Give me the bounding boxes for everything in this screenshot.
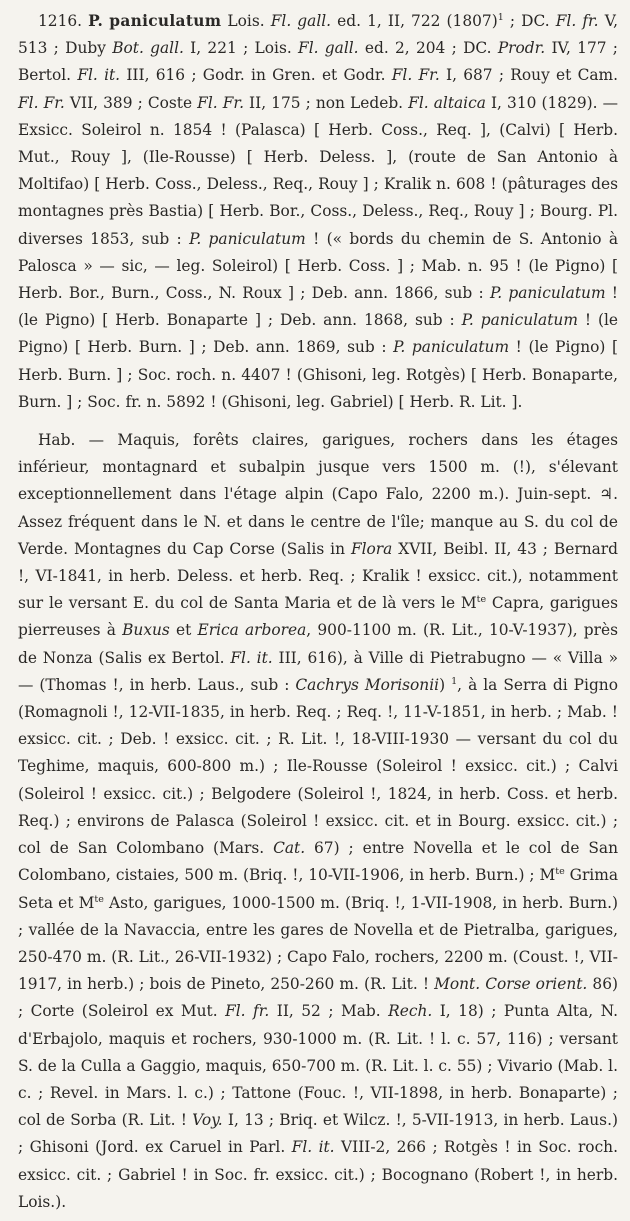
text-run: Hab. — Maquis, forêts claires, garigues, rochers dans les étages inférieur, montagnard et subalpin jusque vers 1500 m. (!), s'élevant exceptionnellement dans l'étage alpin (Capo Falo, 2200 m.). Juin-sept. ♃. Assez fréquent dans le N. et dans le centre de l'île; manque au S. du col de Verde. Montagnes du Cap Corse (Salis in: [18, 431, 618, 558]
text-run: , 900-1100 m. (R. Lit., 10-V-1937), près de Nonza (Salis ex Bertol.: [18, 621, 619, 667]
text-run: I, 13 ; Briq. et Wilcz. !, 5-VII-1913, in herb. Laus.) ; Ghisoni (Jord. ex Caruel in Parl.: [18, 1111, 618, 1157]
italic-reference: Fl. gall.: [270, 12, 332, 30]
italic-reference: Bot. gall.: [112, 39, 184, 58]
text-run: ! (le Pigno) [ Herb. Burn. ] ; Deb. ann. 1869, sub :: [18, 311, 619, 357]
italic-reference: Fl. fr.: [225, 1002, 270, 1021]
footnote-marker: 1: [497, 11, 504, 23]
text-run: Lois.: [221, 12, 271, 30]
italic-reference: P. paniculatum: [461, 311, 578, 330]
italic-reference: Fl. it.: [77, 66, 121, 85]
italic-reference: Fl. altaica: [408, 93, 486, 112]
text-run: Capra, garigues pierreuses à: [18, 594, 619, 640]
italic-reference: Fl. it.: [230, 648, 273, 667]
text-run: I, 221 ; Lois.: [183, 39, 299, 58]
text-run: II, 52 ; Mab.: [269, 1002, 389, 1021]
italic-reference: Fl. fr.: [555, 12, 599, 30]
text-run: VII, 389 ; Coste: [64, 93, 198, 112]
italic-reference: Fl. Fr.: [391, 66, 440, 85]
text-run: ! (le Pigno) [ Herb. Bonaparte ] ; Deb. ann. 1868, sub :: [18, 284, 618, 330]
italic-reference: Flora: [350, 539, 393, 558]
italic-reference: Cat.: [273, 839, 306, 858]
italic-reference: Voy.: [192, 1111, 223, 1130]
text-run: IV, 177 ; Bertol.: [18, 39, 618, 85]
text-run: 67) ; entre Novella et le col de San Colombano, cistaies, 500 m. (Briq. !, 10-VII-1906, in herb. Burn.) ; M: [18, 839, 618, 885]
text-run: Asto, garigues, 1000-1500 m. (Briq. !, 1-VII-1908, in herb. Burn.) ; vallée de la Navaccia, entre les gares de Novella et de Pietralba, garigues, 250-470 m. (R. Lit., 26-VII-1932) ; Capo Falo, rochers, 2200 m. (Coust. !, VII-1917, in herb.) ; bois de Pineto, 250-260 m. (R. Lit. !: [18, 893, 618, 994]
italic-reference: Cachrys Morisonii: [295, 675, 440, 694]
text-run: ! (le Pigno) [ Herb. Burn. ] ; Soc. roch. n. 4407 ! (Ghisoni, leg. Rotgès) [ Herb. Bonaparte, Burn. ] ; Soc. fr. n. 5892 ! (Ghisoni, leg. Gabriel) [ Herb. R. Lit. ].: [18, 338, 619, 411]
text-run: III, 616 ; Godr. in Gren. et Godr.: [120, 66, 392, 85]
text-run: ): [439, 675, 452, 694]
text-run: I, 310 (1829). — Exsicc. Soleirol n. 1854 ! (Palasca) [ Herb. Coss., Req. ], (Calvi) [ Herb. Mut., Rouy ], (Ile-Rousse) [ Herb. Deless. ], (route de San Antonio à Moltifao) [ Herb. Coss., Deless., Req., Rouy ] ; Kralik n. 608 ! (pâturages des montagnes près Bastia) [ Herb. Bor., Coss., Deless., Req., Rouy ] ; Bourg. Pl. diverses 1853, sub :: [18, 93, 619, 248]
italic-reference: Fl. it.: [291, 1138, 335, 1157]
genus-abbreviation: P.: [88, 12, 104, 30]
text-run: III, 616), à Ville di Pietrabugno — « Villa » — (Thomas !, in herb. Laus., sub :: [18, 648, 618, 694]
text-run: I, 18) ; Punta Alta, N. d'Erbajolo, maquis et rochers, 930-1000 m. (R. Lit. ! l. c. 57, 116) ; versant S. de la Culla a Gaggio, maquis, 650-700 m. (R. Lit. l. c. 55) ; Vivario (Mab. l. c. ; Revel. in Mars. l. c.) ; Tattone (Fouc. !, VII-1898, in herb. Bonaparte) ; col de Sorba (R. Lit. !: [18, 1002, 619, 1130]
text-run: V, 513 ; Duby: [18, 12, 619, 58]
footnote-marker: 1: [451, 675, 458, 687]
italic-reference: Fl. gall.: [298, 39, 359, 58]
text-run: XVII, Beibl. II, 43 ; Bernard !, VI-1841, in herb. Deless. et herb. Req. ; Kralik ! exsicc. cit.), notamment sur le versant E. du col de Santa Maria et de là vers le M: [18, 539, 618, 613]
entry-number: 1216.: [38, 12, 83, 30]
text-run: I, 687 ; Rouy et Cam.: [439, 66, 619, 85]
species-name: paniculatum: [109, 12, 222, 30]
text-run: II, 175 ; non Ledeb.: [243, 93, 409, 112]
text-run: ; DC.: [503, 12, 556, 30]
text-run: VIII-2, 266 ; Rotgès ! in Soc. roch. exsicc. cit. ; Gabriel ! in Soc. fr. exsicc. cit.) ; Bocognano (Robert !, in herb. Lois.).: [18, 1138, 618, 1211]
text-run: 86) ; Corte (Soleirol ex Mut.: [18, 975, 619, 1021]
synonymy-text: [18, 12, 618, 411]
italic-reference: Mont. Corse orient.: [434, 975, 588, 994]
italic-reference: Erica arborea: [197, 621, 307, 640]
footnote-marker: te: [94, 893, 104, 905]
species-entry: [18, 8, 618, 416]
italic-reference: Fl. Fr.: [197, 93, 244, 112]
footnote-marker: te: [555, 866, 565, 878]
habitat-paragraph: [18, 427, 618, 1216]
italic-reference: Prodr.: [497, 39, 546, 58]
italic-reference: P. paniculatum: [489, 284, 606, 303]
text-run: ed. 2, 204 ; DC.: [358, 39, 498, 58]
italic-reference: Rech.: [388, 1002, 433, 1021]
text-run: , à la Serra di Pigno (Romagnoli !, 12-VII-1835, in herb. Req. ; Req. !, 11-V-1851, in herb. ; Mab. ! exsicc. cit. ; Deb. ! exsicc. cit. ; R. Lit. !, 18-VIII-1930 — versant du col du Teghime, maquis, 600-800 m.) ; Ile-Rousse (Soleirol ! exsicc. cit.) ; Calvi (Soleirol ! exsicc. cit.) ; Belgodere (Soleirol !, 1824, in herb. Coss. et herb. Req.) ; environs de Palasca (Soleirol ! exsicc. cit. et in Bourg. exsicc. cit.) ; col de San Colombano (Mars.: [18, 675, 618, 858]
italic-reference: Fl. Fr.: [18, 93, 65, 112]
italic-reference: P. paniculatum: [393, 338, 510, 357]
italic-reference: P. paniculatum: [189, 229, 306, 248]
text-run: Grima Seta et M: [18, 866, 618, 912]
footnote-marker: te: [476, 594, 487, 606]
text-run: et: [169, 621, 198, 640]
text-run: ed. 1, II, 722 (1807): [331, 12, 498, 30]
text-run: ! (« bords du chemin de S. Antonio à Palosca » — sic, — leg. Soleirol) [ Herb. Coss. ] ; Mab. n. 95 ! (le Pigno) [ Herb. Bor., Burn., Coss., N. Roux ] ; Deb. ann. 1866, sub :: [18, 229, 619, 303]
italic-reference: Buxus: [122, 621, 170, 640]
